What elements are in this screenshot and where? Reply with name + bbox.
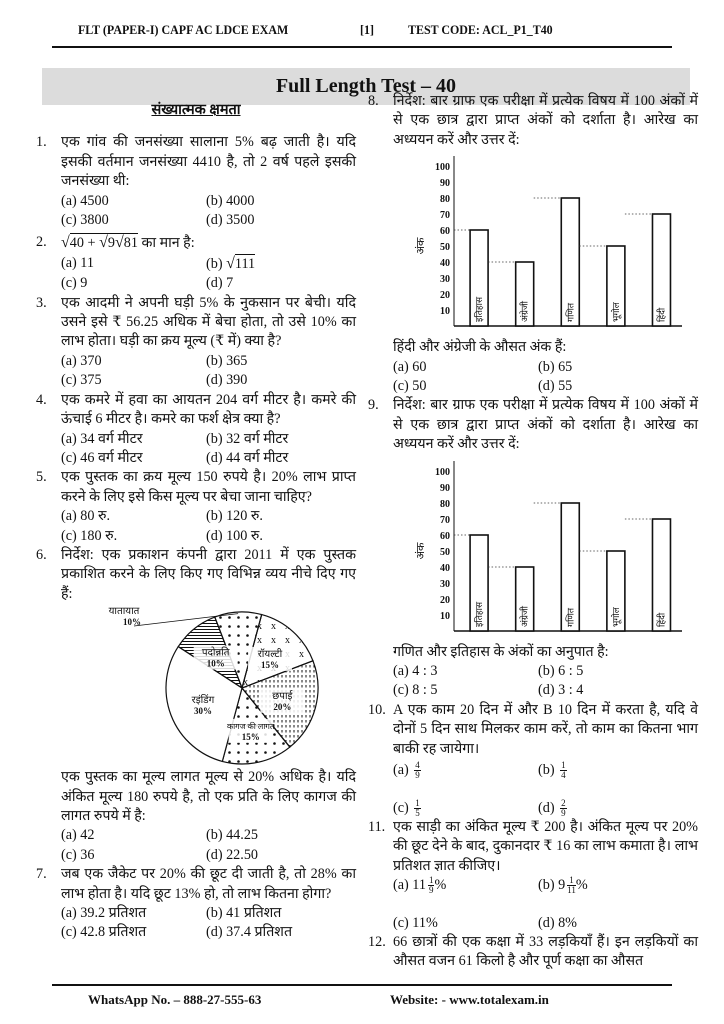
left-column xyxy=(36,96,356,943)
percent-sign: % xyxy=(575,877,588,894)
y-tick-label: 70 xyxy=(440,514,450,526)
option-c[interactable]: (c) 11% xyxy=(393,914,438,931)
question-text: निर्देश: एक प्रकाशन कंपनी द्वारा 2011 में एक पुस्तक प्रकाशित करने के लिए किए गए विभिन्न व्यय नीचे दिए गए हैं: xyxy=(61,546,356,602)
numerator: 1 xyxy=(415,797,420,808)
option-d[interactable]: (d) 390 xyxy=(206,372,248,389)
sqrt-symbol: √ xyxy=(226,254,235,272)
marks-bar-chart-q9 xyxy=(388,455,688,643)
question-number: 3. xyxy=(36,294,47,311)
percent-sign: % xyxy=(434,877,447,894)
option-b[interactable]: (b) 32 वर्ग मीटर xyxy=(206,430,289,447)
option-c[interactable]: (c) 180 रु. xyxy=(61,527,118,544)
option-a[interactable]: (a) 4 : 3 xyxy=(393,663,438,680)
y-tick-label: 90 xyxy=(440,178,450,190)
y-tick-label: 40 xyxy=(440,258,450,270)
question-3 xyxy=(36,294,356,391)
pie-slice-value: 15% xyxy=(260,660,279,671)
pie-slice-label: यातायात xyxy=(108,606,140,618)
numerator: 2 xyxy=(561,797,566,808)
option-b[interactable]: (b) 120 रु. xyxy=(206,508,263,525)
y-tick-label: 80 xyxy=(440,498,450,510)
bar-category-label: इतिहास xyxy=(474,297,485,323)
option-label: (a) 11 xyxy=(393,877,426,894)
test-title: Full Length Test – 40 xyxy=(275,75,457,97)
question-text: जब एक जैकेट पर 20% की छूट दी जाती है, तो 28% का लाभ होता है। यदि छूट 13% हो, तो लाभ कितना होगा? xyxy=(61,866,356,902)
question-text: एक गांव की जनसंख्या सालाना 5% बढ़ जाती है। यदि इसकी वर्तमान जनसंख्या 4410 है, तो 2 वर्ष पहले इसकी जनसंख्या थी: xyxy=(61,134,356,190)
bar-category-label: हिंदी xyxy=(656,612,667,627)
question-2 xyxy=(36,233,356,293)
expr-part: 81 xyxy=(123,235,138,252)
y-tick-label: 60 xyxy=(440,530,450,542)
option-d[interactable]: (d) 8% xyxy=(538,914,578,931)
option-label: (a) xyxy=(393,762,409,779)
option-c[interactable]: (c) 3800 xyxy=(61,212,109,229)
option-d[interactable]: (d) 3 : 4 xyxy=(538,682,584,699)
option-d[interactable]: (d) 7 xyxy=(206,275,234,292)
option-c[interactable]: (c) 42.8 प्रतिशत xyxy=(61,924,147,941)
option-d[interactable]: (d) 3500 xyxy=(206,212,255,229)
question-12 xyxy=(368,933,698,972)
denominator: 5 xyxy=(415,807,420,818)
pie-slice-value: 10% xyxy=(206,658,225,669)
question-number: 6. xyxy=(36,546,47,563)
y-tick-label: 50 xyxy=(440,546,450,558)
question-6 xyxy=(36,546,356,865)
bar-category-label: अंग्रेजी xyxy=(519,301,530,323)
option-c[interactable]: (c) 375 xyxy=(61,372,102,389)
y-tick-label: 20 xyxy=(440,290,450,302)
pie-slice-label: कागज की लागत xyxy=(226,722,275,732)
pie-slice-label: रइंडिंग xyxy=(191,695,215,707)
option-c[interactable] xyxy=(393,799,538,818)
question-number: 4. xyxy=(36,391,47,408)
numerator: 4 xyxy=(415,760,420,771)
question-number: 12. xyxy=(368,933,386,950)
expense-pie-chart xyxy=(72,604,372,766)
question-text: एक आदमी ने अपनी घड़ी 5% के नुकसान पर बेची। यदि उसने इसे ₹ 56.25 अधिक में बेचा होता, तो उसे 10% का लाभ होता। घड़ी का क्रय मूल्य (₹ में) क्या है? xyxy=(61,294,356,350)
option-b[interactable] xyxy=(538,876,683,895)
denominator: 9 xyxy=(561,807,566,818)
marks-bar-chart-q8 xyxy=(388,150,688,338)
option-value: 111 xyxy=(234,255,256,272)
fraction xyxy=(414,761,421,780)
page-header xyxy=(52,18,672,48)
option-b[interactable]: (b) 41 प्रतिशत xyxy=(206,905,282,921)
denominator: 9 xyxy=(415,770,420,781)
page-number: [1] xyxy=(360,22,374,37)
option-a[interactable]: (a) 4500 xyxy=(61,192,109,209)
y-axis-label: अंक xyxy=(415,237,427,255)
bar-category-label: भूगोल xyxy=(610,302,621,323)
y-tick-label: 100 xyxy=(435,162,450,174)
option-b[interactable]: (b) 4000 xyxy=(206,192,255,209)
option-a[interactable]: (a) 370 xyxy=(61,352,102,369)
bar-category-label: इतिहास xyxy=(474,601,485,627)
whatsapp-number: WhatsApp No. – 888-27-555-63 xyxy=(88,992,262,1007)
option-a[interactable]: (a) 60 xyxy=(393,358,427,375)
option-b[interactable] xyxy=(206,254,351,274)
option-b[interactable]: (b) 365 xyxy=(206,352,248,369)
sqrt-symbol: √ xyxy=(61,234,70,252)
fraction xyxy=(414,799,421,818)
sqrt-symbol: √ xyxy=(99,234,108,252)
pie-slice-value: 30% xyxy=(193,706,212,717)
question-8 xyxy=(368,92,698,396)
bar-category-label: गणित xyxy=(565,303,576,323)
question-number: 9. xyxy=(368,397,379,414)
question-number: 7. xyxy=(36,866,47,883)
y-axis-label: अंक xyxy=(415,542,427,560)
option-d[interactable]: (d) 37.4 प्रतिशत xyxy=(206,924,293,941)
y-tick-label: 20 xyxy=(440,594,450,606)
y-tick-label: 90 xyxy=(440,482,450,494)
y-tick-label: 100 xyxy=(435,466,450,478)
y-tick-label: 70 xyxy=(440,210,450,222)
option-b[interactable]: (b) 6 : 5 xyxy=(538,663,584,680)
option-c[interactable]: (c) 9 xyxy=(61,275,88,292)
numerator: 1 xyxy=(567,876,576,886)
pie-slice-label: रॉयल्टी xyxy=(257,649,283,661)
option-a[interactable] xyxy=(393,876,538,895)
question-5 xyxy=(36,468,356,546)
y-tick-label: 40 xyxy=(440,562,450,574)
question-text: 66 छात्रों की एक कक्षा में 33 लड़कियाँ हैं। इन लड़कियों का औसत वजन 61 किलो है और पूर्ण कक्षा का औसत xyxy=(393,933,698,970)
website-link[interactable]: Website: - www.totalexam.in xyxy=(390,992,549,1007)
numerator: 1 xyxy=(561,760,566,771)
option-a[interactable]: (a) 80 रु. xyxy=(61,508,111,525)
question-4 xyxy=(36,391,356,469)
option-c[interactable]: (c) 8 : 5 xyxy=(393,682,438,699)
y-tick-label: 60 xyxy=(440,226,450,238)
fraction xyxy=(560,761,567,780)
question-number: 5. xyxy=(36,469,47,486)
y-tick-label: 50 xyxy=(440,242,450,254)
question-number: 1. xyxy=(36,134,47,151)
pie-slice-label: छपाई xyxy=(272,690,293,702)
question-number: 8. xyxy=(368,93,379,109)
y-tick-label: 30 xyxy=(440,578,450,590)
option-a[interactable] xyxy=(393,761,538,780)
question-text: A एक काम 20 दिन में और B 10 दिन में करता है, यदि वे दोनों 5 दिन साथ मिलकर काम करें, तो काम का कितना भाग बाकी रह जायेगा। xyxy=(393,701,698,757)
option-c[interactable]: (c) 36 xyxy=(61,846,95,863)
pie-slice-value: 10% xyxy=(123,617,141,628)
question-9 xyxy=(368,396,698,700)
question-text: एक कमरे में हवा का आयतन 204 वर्ग मीटर है। कमरे की ऊंचाई 6 मीटर है। कमरे का फर्श क्षेत्र क्या है? xyxy=(61,391,356,428)
option-label: (b) xyxy=(206,255,227,272)
option-label: (c) xyxy=(393,799,409,816)
expr-part: 9 xyxy=(107,235,115,252)
option-a[interactable]: (a) 34 वर्ग मीटर xyxy=(61,430,143,447)
bar-category-label: गणित xyxy=(565,607,576,627)
option-c[interactable]: (c) 46 वर्ग मीटर xyxy=(61,449,143,466)
question-text: एक साड़ी का अंकित मूल्य ₹ 200 है। अंकित मूल्य पर 20% की छूट देने के बाद, दुकानदार ₹ 16 का लाभ कमाता है। लाभ प्रतिशत ज्ञात कीजिए। xyxy=(393,818,698,874)
denominator: 4 xyxy=(561,770,566,781)
question-text: निर्देश: बार ग्राफ एक परीक्षा में प्रत्येक विषय में 100 अंकों में से एक छात्र द्वारा प्राप्त अंकों को दर्शाता है। आरेख का अध्ययन करें और उत्तर दें: xyxy=(393,93,698,148)
option-a[interactable]: (a) 11 xyxy=(61,254,94,271)
question-text: निर्देश: बार ग्राफ एक परीक्षा में प्रत्येक विषय में 100 अंकों में से एक छात्र द्वारा प्राप्त अंकों को दर्शाता है। आरेख का अध्ययन करें और उत्तर दें: xyxy=(393,397,698,453)
question-text-continued: एक पुस्तक का मूल्य लागत मूल्य से 20% अधिक है। यदि अंकित मूल्य 180 रुपये है, तो एक प्रति के लिए कागज की लागत रुपये में है: xyxy=(61,769,356,824)
option-b[interactable]: (b) 44.25 xyxy=(206,827,259,844)
section-title: संख्यात्मक क्षमता xyxy=(151,102,241,118)
question-text xyxy=(61,233,356,253)
pie-slice-value: 15% xyxy=(241,732,260,743)
option-d[interactable]: (d) 100 रु. xyxy=(206,527,263,544)
option-c[interactable]: (c) 50 xyxy=(393,378,427,395)
option-label: (b) xyxy=(538,762,555,779)
option-a[interactable]: (a) 42 xyxy=(61,827,95,844)
test-code: TEST CODE: ACL_P1_T40 xyxy=(408,22,553,37)
denominator: 9 xyxy=(428,885,434,896)
bar-category-label: अंग्रेजी xyxy=(519,605,530,627)
question-1 xyxy=(36,133,356,230)
bar-category-label: भूगोल xyxy=(610,606,621,627)
question-number: 11. xyxy=(368,818,386,835)
question-11 xyxy=(368,818,698,933)
y-tick-label: 10 xyxy=(440,306,450,318)
question-10 xyxy=(368,701,698,818)
option-b[interactable] xyxy=(538,761,683,780)
pie-slice-value: 20% xyxy=(273,701,292,712)
question-text-continued: हिंदी और अंग्रेजी के औसत अंक हैं: xyxy=(393,339,567,356)
expr-part: 40 + xyxy=(69,235,100,252)
page-footer xyxy=(52,984,672,1007)
option-d[interactable]: (d) 55 xyxy=(538,378,573,395)
fraction xyxy=(567,876,576,895)
question-text-continued: गणित और इतिहास के अंकों का अनुपात है: xyxy=(393,643,609,660)
question-number: 10. xyxy=(368,701,386,718)
sqrt-symbol: √ xyxy=(114,234,124,252)
question-text: एक पुस्तक का क्रय मूल्य 150 रुपये है। 20% लाभ प्राप्त करने के लिए इसे किस मूल्य पर बेचा जाना चाहिए? xyxy=(61,469,356,505)
fraction xyxy=(560,799,567,818)
option-b[interactable]: (b) 65 xyxy=(538,358,573,375)
question-7 xyxy=(36,865,356,943)
y-tick-label: 10 xyxy=(440,610,450,622)
question-number: 2. xyxy=(36,234,47,251)
expr-suffix: का मान है: xyxy=(137,235,195,252)
bar-category-label: हिंदी xyxy=(656,307,667,323)
denominator: 11 xyxy=(567,885,576,896)
y-tick-label: 80 xyxy=(440,194,450,206)
option-d[interactable]: (d) 22.50 xyxy=(206,846,259,863)
option-label: (b) 9 xyxy=(538,877,566,894)
option-label: (d) xyxy=(538,799,555,816)
option-d[interactable]: (d) 44 वर्ग मीटर xyxy=(206,449,289,466)
exam-name: FLT (PAPER-I) CAPF AC LDCE EXAM xyxy=(78,22,289,37)
numerator: 1 xyxy=(428,875,434,886)
option-a[interactable]: (a) 39.2 प्रतिशत xyxy=(61,905,147,921)
y-tick-label: 30 xyxy=(440,274,450,286)
right-column xyxy=(368,92,698,972)
pie-slice-label: पदोन्नति xyxy=(201,647,230,659)
option-d[interactable] xyxy=(538,799,683,818)
